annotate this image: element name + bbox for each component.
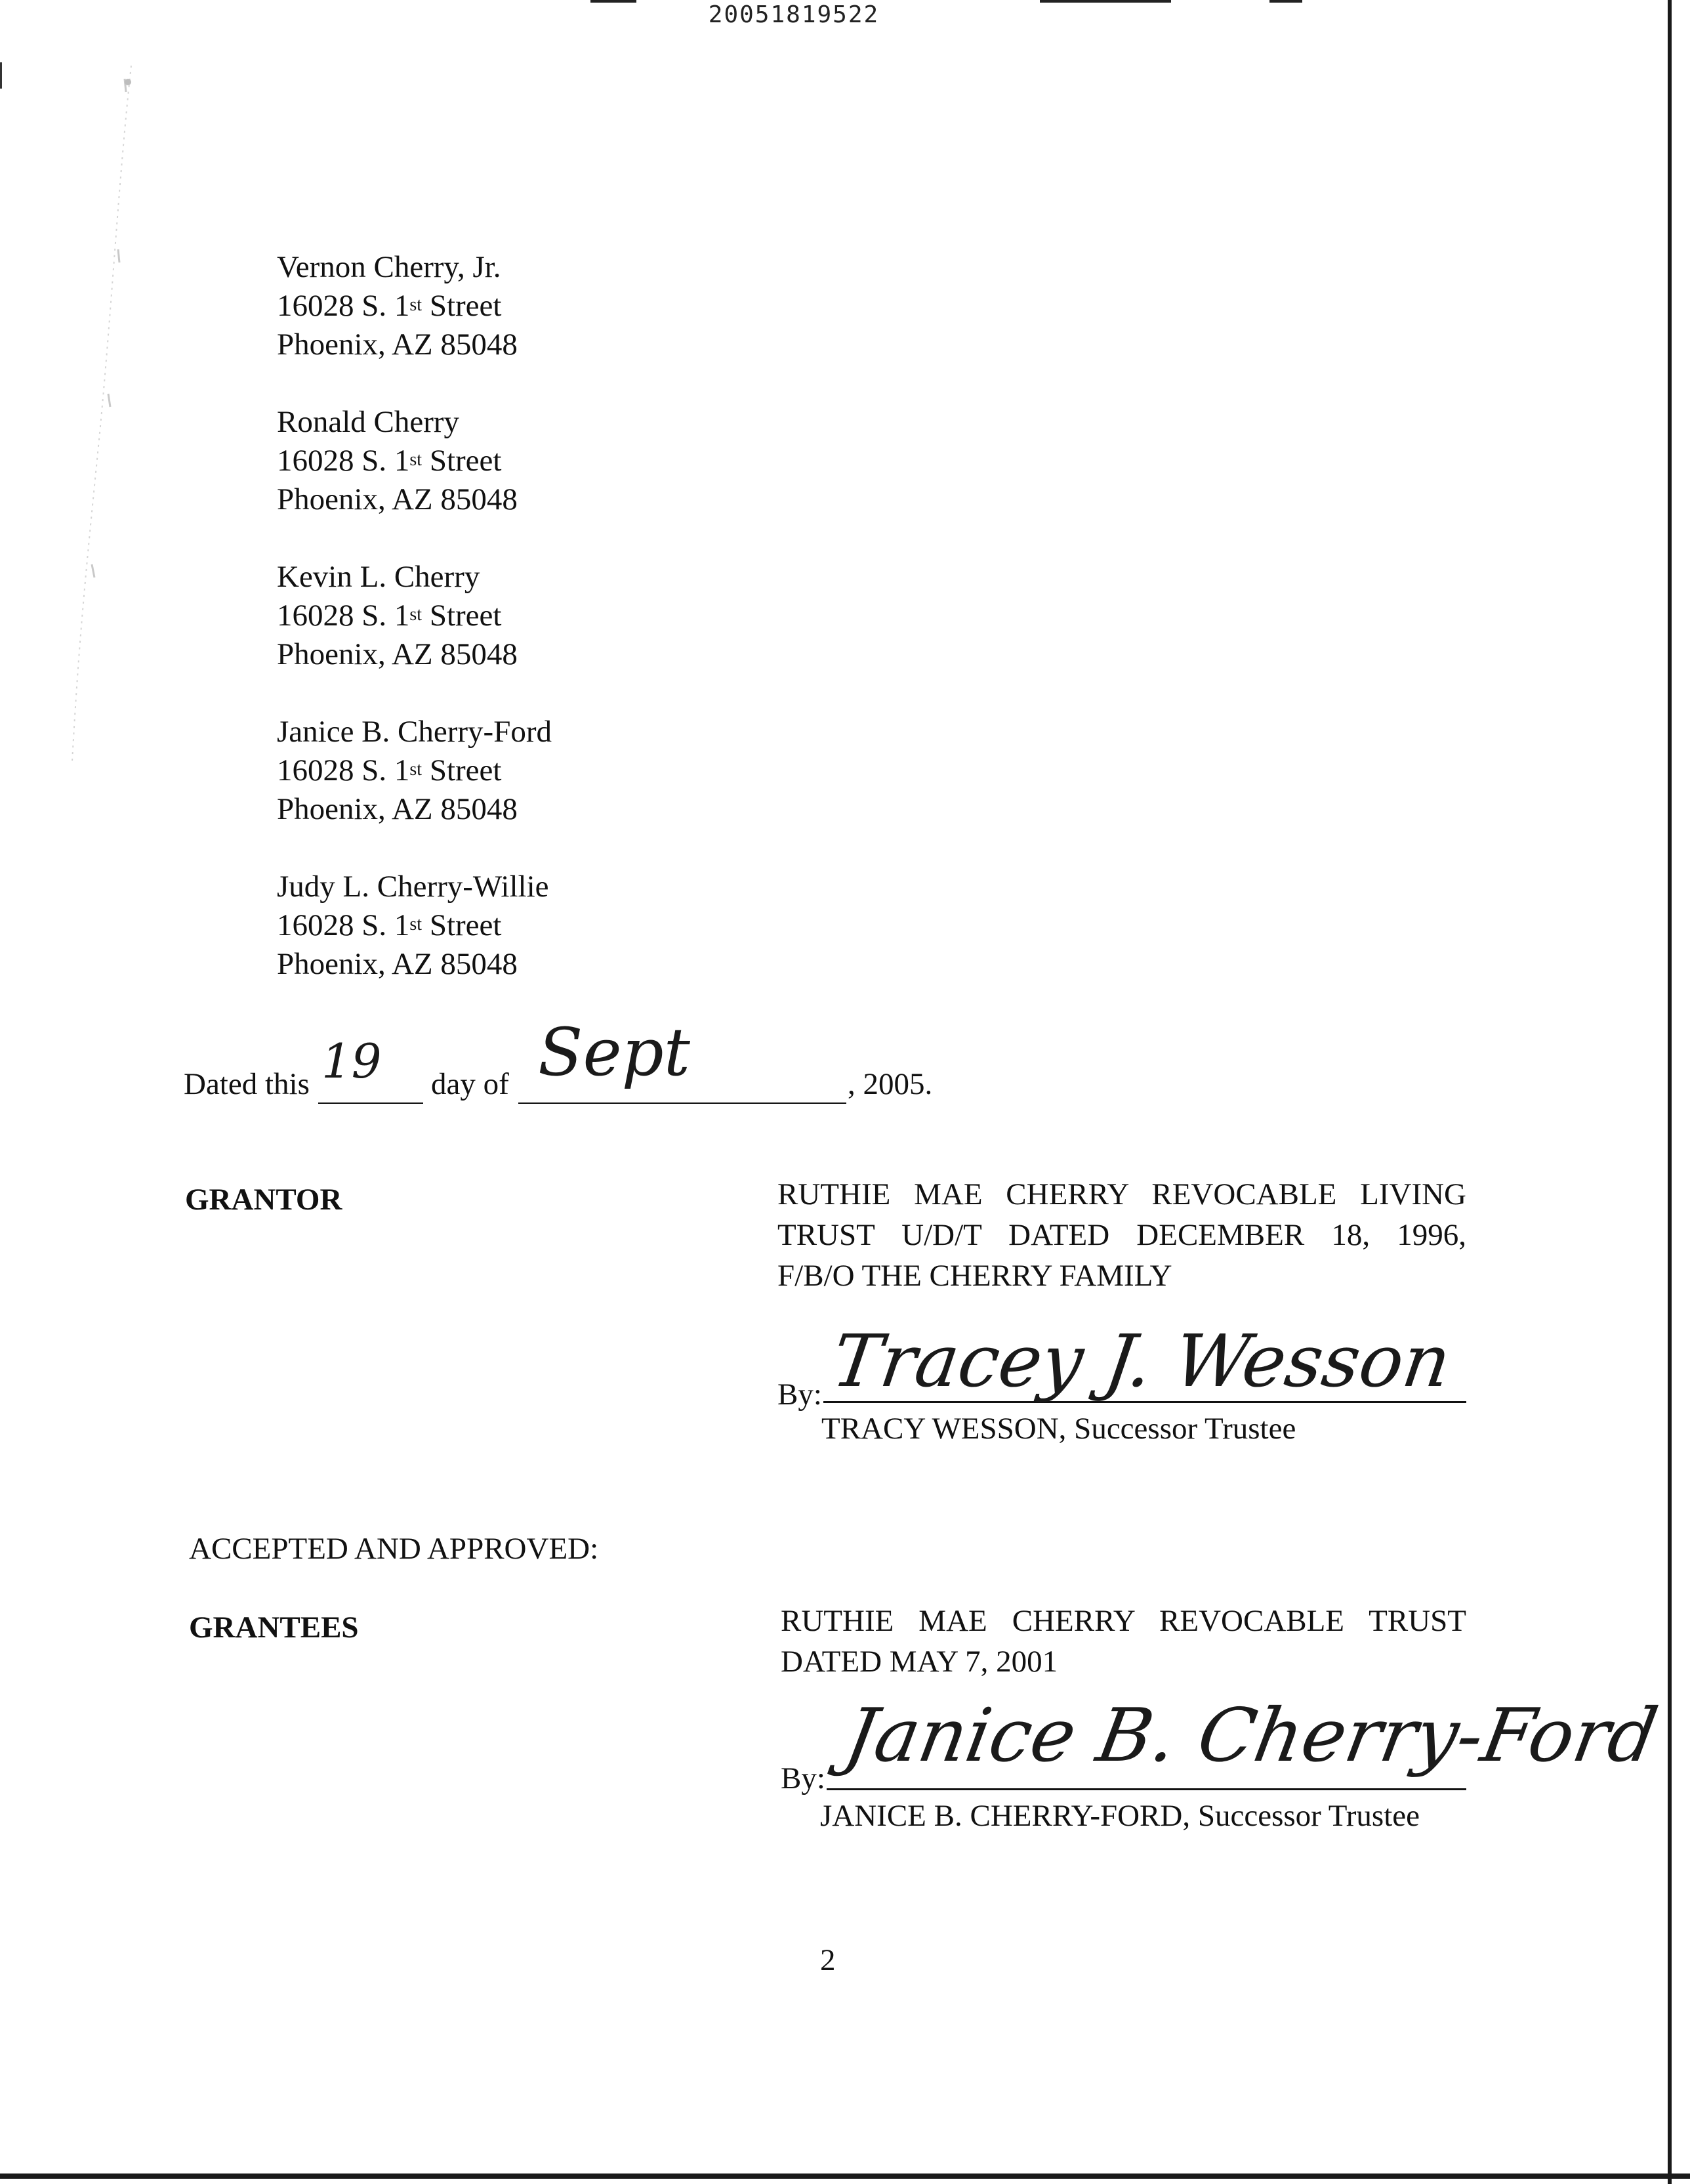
- recipient-name: Kevin L. Cherry: [277, 560, 480, 594]
- handwritten-day: 19: [321, 1034, 382, 1089]
- scan-speck: [0, 62, 2, 89]
- recipient-name: Janice B. Cherry-Ford: [277, 715, 552, 749]
- dated-middle: day of: [431, 1067, 509, 1101]
- scan-edge-bottom: [0, 2174, 1690, 2179]
- grantees-label: GRANTEES: [189, 1610, 359, 1645]
- recipient-street: 16028 S. 1st Street: [277, 444, 502, 478]
- scan-edge-right: [1668, 0, 1672, 2184]
- recipient-address: [277, 403, 518, 519]
- recipient-city: Phoenix, AZ 85048: [277, 637, 518, 671]
- grantees-signature: Janice B. Cherry-Ford: [838, 1693, 1664, 1778]
- grantor-trust-line: RUTHIE MAE CHERRY REVOCABLE LIVING: [777, 1177, 1466, 1211]
- recipient-name: Judy L. Cherry-Willie: [277, 870, 549, 904]
- recipient-address: [277, 248, 518, 364]
- scan-mark: [590, 0, 636, 3]
- grantor-trust-line: TRUST U/D/T DATED DECEMBER 18, 1996,: [777, 1218, 1466, 1252]
- page-number: 2: [820, 1943, 836, 1977]
- recipient-street: 16028 S. 1st Street: [277, 289, 502, 323]
- recipient-address: [277, 558, 518, 674]
- recipient-street: 16028 S. 1st Street: [277, 753, 502, 788]
- recipient-city: Phoenix, AZ 85048: [277, 327, 518, 362]
- grantor-signer: TRACY WESSON, Successor Trustee: [821, 1412, 1296, 1446]
- recipient-address: [277, 713, 552, 829]
- month-blank: [518, 1102, 846, 1104]
- grantees-trust-line: DATED MAY 7, 2001: [781, 1645, 1058, 1679]
- dated-year: , 2005.: [848, 1067, 933, 1101]
- grantor-label: GRANTOR: [185, 1183, 342, 1217]
- handwritten-month: Sept: [538, 1014, 690, 1091]
- recipient-name: Vernon Cherry, Jr.: [277, 250, 501, 284]
- recipient-city: Phoenix, AZ 85048: [277, 482, 518, 516]
- grantees-signer: JANICE B. CHERRY-FORD, Successor Trustee: [820, 1799, 1420, 1833]
- recipient-name: Ronald Cherry: [277, 405, 460, 439]
- grantees-signature-line: [827, 1788, 1466, 1790]
- scan-noise: [46, 52, 138, 774]
- recipient-city: Phoenix, AZ 85048: [277, 947, 518, 981]
- scan-mark: [1040, 0, 1171, 3]
- recipient-street: 16028 S. 1st Street: [277, 908, 502, 942]
- scan-mark: [1269, 0, 1302, 3]
- grantees-trust-line: RUTHIE MAE CHERRY REVOCABLE TRUST: [781, 1604, 1466, 1638]
- document-number: 20051819522: [708, 1, 880, 28]
- grantor-signature: Tracey J. Wesson: [827, 1319, 1456, 1403]
- accepted-approved: ACCEPTED AND APPROVED:: [189, 1532, 599, 1566]
- dated-prefix: Dated this: [184, 1067, 310, 1101]
- recipient-city: Phoenix, AZ 85048: [277, 792, 518, 826]
- grantor-trust-line: F/B/O THE CHERRY FAMILY: [777, 1259, 1172, 1293]
- grantor-by-label: By:: [777, 1377, 822, 1412]
- recipient-address: [277, 868, 549, 984]
- recipient-street: 16028 S. 1st Street: [277, 598, 502, 633]
- day-blank: [318, 1102, 423, 1104]
- grantees-by-label: By:: [781, 1761, 825, 1796]
